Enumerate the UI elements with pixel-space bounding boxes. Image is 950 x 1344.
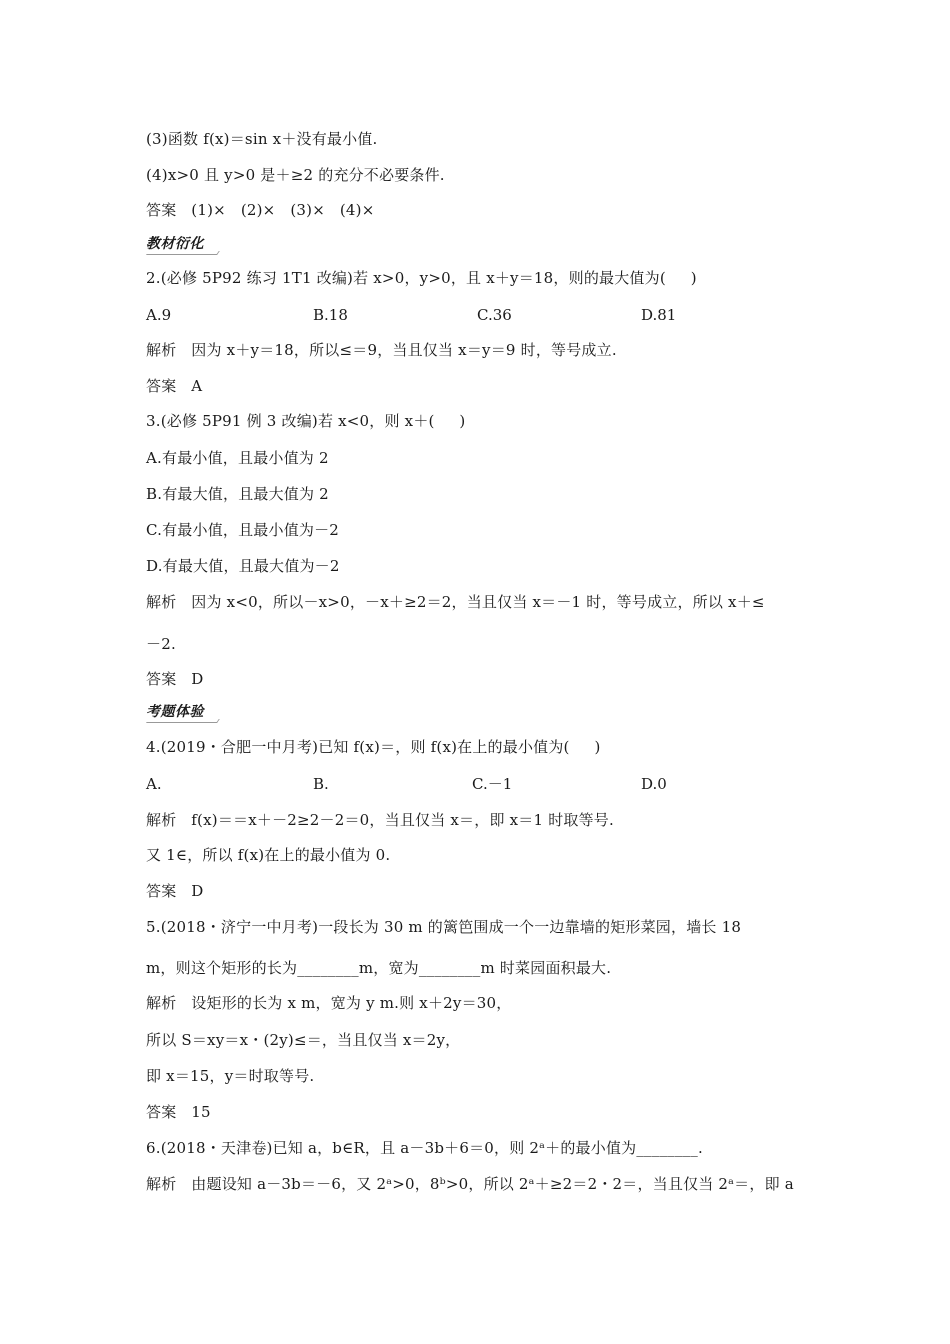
q2-option-a: A.9 — [146, 306, 172, 324]
q5-answer: 答案 15 — [146, 1103, 211, 1121]
question-2: 2.(必修 5P92 练习 1T1 改编)若 x>0，y>0，且 x＋y＝18，则的最大值为( ) — [146, 269, 697, 287]
section-title: 教材衍化 — [146, 236, 204, 252]
q4-option-b: B. — [313, 775, 329, 793]
q3-answer: 答案 D — [146, 670, 204, 688]
answer-1: 答案 (1)× (2)× (3)× (4)× — [146, 201, 375, 219]
q4-option-c: C.－1 — [472, 775, 513, 793]
q4-option-a: A. — [146, 775, 162, 793]
q5-analysis-line1: 解析 设矩形的长为 x m，宽为 y m.则 x＋2y＝30， — [146, 994, 512, 1012]
q3-option-d: D.有最大值，且最大值为－2 — [146, 557, 340, 575]
section-heading-exam — [146, 701, 204, 723]
q5-analysis-line3: 即 x＝15，y＝时取等号. — [146, 1067, 315, 1085]
q4-option-d: D.0 — [641, 775, 667, 793]
q5-analysis-line2: 所以 S＝xy＝x・(2y)≤＝，当且仅当 x＝2y， — [146, 1031, 461, 1049]
q2-analysis: 解析 因为 x＋y＝18，所以≤＝9，当且仅当 x＝y＝9 时，等号成立. — [146, 341, 617, 359]
q2-answer: 答案 A — [146, 377, 203, 395]
question-3: 3.(必修 5P91 例 3 改编)若 x<0，则 x＋( ) — [146, 412, 466, 430]
section-heading-textbook — [146, 233, 204, 255]
q2-option-c: C.36 — [477, 306, 512, 324]
q2-option-d: D.81 — [641, 306, 677, 324]
q2-option-b: B.18 — [313, 306, 348, 324]
question-6: 6.(2018・天津卷)已知 a，b∈R，且 a－3b＋6＝0，则 2ᵃ＋的最小值为________. — [146, 1139, 703, 1157]
q3-analysis-line2: －2. — [146, 635, 176, 653]
q4-analysis-line2: 又 1∈，所以 f(x)在上的最小值为 0. — [146, 846, 391, 864]
q3-option-a: A.有最小值，且最小值为 2 — [146, 449, 329, 467]
section-title: 考题体验 — [146, 704, 204, 720]
question-5-line2: m，则这个矩形的长为________m，宽为________m 时菜园面积最大. — [146, 959, 612, 977]
item-3-text: (3)函数 f(x)＝sin x＋没有最小值. — [146, 130, 378, 148]
question-5-line1: 5.(2018・济宁一中月考)一段长为 30 m 的篱笆围成一个一边靠墙的矩形菜园，墙长 18 — [146, 918, 742, 936]
question-4: 4.(2019・合肥一中月考)已知 f(x)＝，则 f(x)在上的最小值为( ) — [146, 738, 601, 756]
q3-option-b: B.有最大值，且最大值为 2 — [146, 485, 329, 503]
item-4-text: (4)x>0 且 y>0 是＋≥2 的充分不必要条件. — [146, 166, 445, 184]
q3-analysis-line1: 解析 因为 x<0，所以－x>0，－x＋≥2＝2，当且仅当 x＝－1 时，等号成立，所以 x＋≤ — [146, 593, 765, 611]
q3-option-c: C.有最小值，且最小值为－2 — [146, 521, 340, 539]
q4-analysis-line1: 解析 f(x)＝＝x＋－2≥2－2＝0，当且仅当 x＝，即 x＝1 时取等号. — [146, 811, 614, 829]
q4-answer: 答案 D — [146, 882, 204, 900]
q6-analysis: 解析 由题设知 a－3b＝－6，又 2ᵃ>0，8ᵇ>0，所以 2ᵃ＋≥2＝2・2＝，当且仅当 2ᵃ＝，即 a — [146, 1175, 794, 1193]
